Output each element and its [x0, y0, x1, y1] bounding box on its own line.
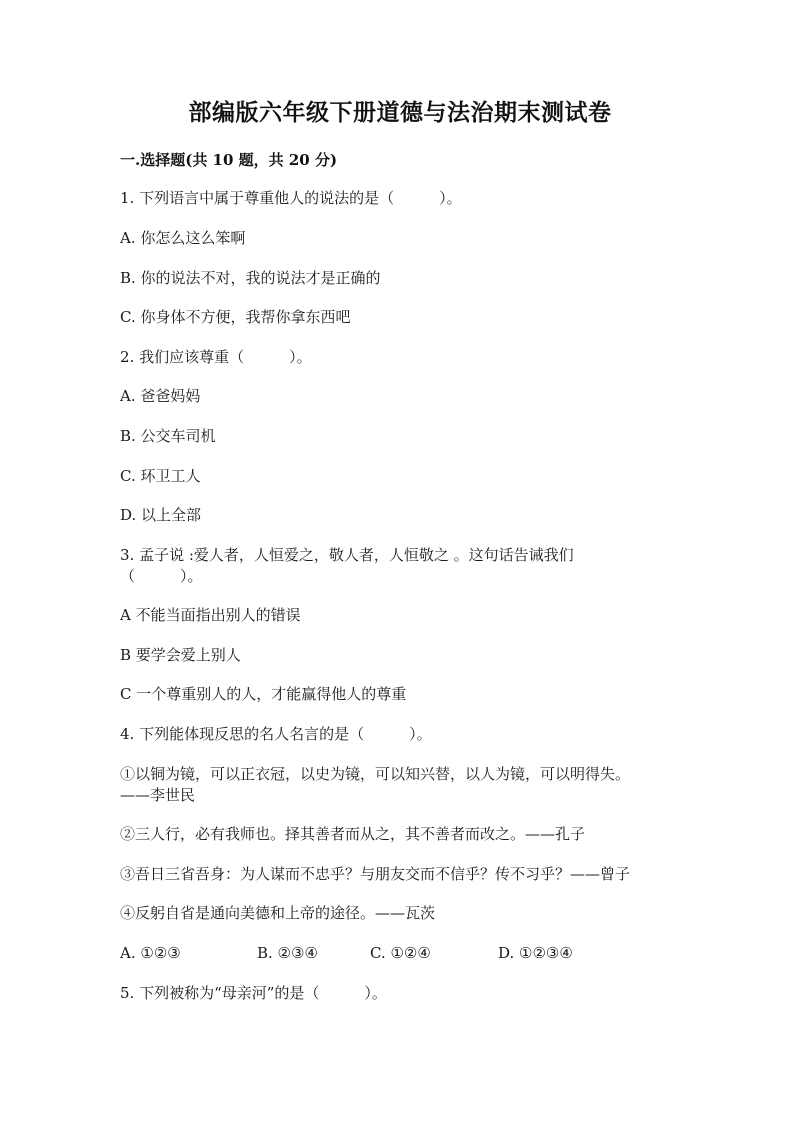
exam-title: 部编版六年级下册道德与法治期末测试卷 [188, 99, 612, 126]
question-2-option-d: D. 以上全部 [120, 506, 202, 524]
question-2-stem: 2. 我们应该尊重（ ）。 [120, 348, 312, 366]
question-4-stem: 4. 下列能体现反思的名人名言的是（ ）。 [120, 725, 432, 743]
question-3-option-b: B 要学会爱上别人 [120, 646, 241, 664]
question-4-quote-4: ④反躬自省是通向美德和上帝的途径。——瓦茨 [120, 904, 436, 922]
question-1-stem: 1. 下列语言中属于尊重他人的说法的是（ ）。 [120, 189, 462, 207]
question-3-stem-line-1: 3. 孟子说 :爱人者，人恒爱之，敬人者，人恒敬之 。这句话告诫我们 [120, 546, 574, 564]
question-2-option-a: A. 爸爸妈妈 [120, 387, 201, 405]
question-4-options [120, 943, 680, 965]
question-2-option-b: B. 公交车司机 [120, 427, 216, 445]
question-2-option-c: C. 环卫工人 [120, 467, 201, 485]
question-1-option-b: B. 你的说法不对，我的说法才是正确的 [120, 269, 381, 287]
question-4-option-c: C. ①②④ [370, 944, 431, 962]
question-1-option-a: A. 你怎么这么笨啊 [120, 229, 246, 247]
question-5-stem: 5. 下列被称为“母亲河”的是（ ）。 [120, 984, 387, 1002]
question-3-option-a: A 不能当面指出别人的错误 [120, 606, 301, 624]
question-4-option-a: A. ①②③ [120, 944, 181, 962]
question-3-option-c: C 一个尊重别人的人，才能赢得他人的尊重 [120, 685, 407, 703]
question-4-option-d: D. ①②③④ [498, 944, 573, 962]
question-4-quote-3: ③吾日三省吾身：为人谋而不忠乎？与朋友交而不信乎？传不习乎？——曾子 [120, 865, 631, 883]
question-4-quote-2: ②三人行，必有我师也。择其善者而从之，其不善者而改之。——孔子 [120, 825, 586, 843]
question-3-stem-line-2: （ ）。 [120, 567, 203, 585]
section-heading: 一.选择题(共 10 题，共 20 分) [120, 151, 338, 169]
question-4-quote-1: ①以铜为镜，可以正衣冠，以史为镜，可以知兴替，以人为镜，可以明得失。 [120, 765, 631, 783]
question-1-option-c: C. 你身体不方便，我帮你拿东西吧 [120, 308, 351, 326]
question-4-quote-1-author: ——李世民 [120, 786, 196, 804]
question-4-option-b: B. ②③④ [257, 944, 318, 962]
